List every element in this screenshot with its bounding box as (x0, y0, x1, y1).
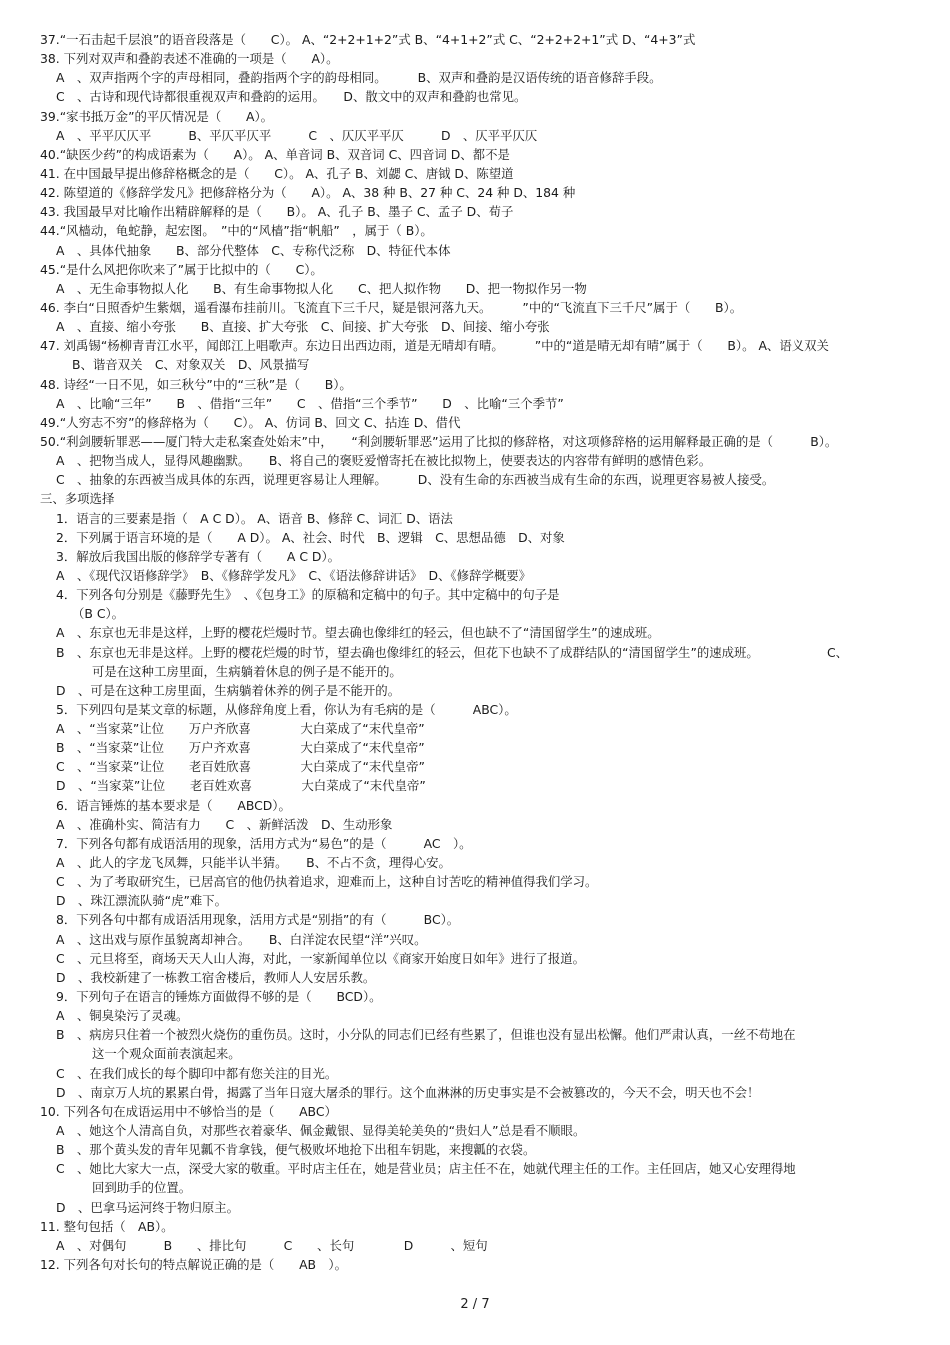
text-line: A 、“当家菜”让位 万户齐欣喜 大白菜成了“末代皇帝” (56, 721, 425, 737)
text-line: （B C）。 (72, 606, 125, 622)
text-line: 45.“是什么风把你吹来了”属于比拟中的（ C）。 (40, 261, 323, 277)
document-body (0, 30, 950, 1274)
text-line: C 、古诗和现代诗都很重视双声和叠韵的运用。 D、散文中的双声和叠韵也常见。 (56, 89, 527, 105)
text-line: 41. 在中国最早提出修辞格概念的是（ C）。 A、孔子 B、刘勰 C、唐钺 D、陈望道 (40, 165, 514, 181)
text-line: 47. 刘禹锡“杨柳青青江水平，闻郎江上唱歌声。东边日出西边雨，道是无晴却有晴。 ”中的“道是晴无却有晴”属于（ B）。 A、语义双关 (40, 338, 829, 354)
text-line: 48. 诗经“一日不见，如三秋兮”中的“三秋”是（ B）。 (40, 376, 352, 392)
text-line: B 、“当家菜”让位 万户齐欢喜 大白菜成了“末代皇帝” (56, 740, 425, 756)
text-line: A 、对偶句 B 、排比句 C 、长句 D 、短句 (56, 1237, 488, 1253)
text-line: 43. 我国最早对比喻作出精辟解释的是（ B）。 A、孔子 B、墨子 C、孟子 D、荀子 (40, 204, 514, 220)
text-line: 12. 下列各句对长句的特点解说正确的是（ AB ）。 (40, 1257, 348, 1272)
text-line: A 、比喻“三年” B 、借指“三年” C 、借指“三个季节” D 、比喻“三个季节” (56, 395, 564, 411)
text-line: 38. 下列对双声和叠韵表述不准确的一项是（ A）。 (40, 51, 339, 67)
text-line: C 、元旦将至，商场天天人山人海，对此，一家新闻单位以《商家开始度日如年》进行了报道。 (56, 950, 586, 966)
text-line: B 、病房只住着一个被烈火烧伤的重伤员。这时，小分队的同志们已经有些累了，但谁也没有显出松懈。他们严肃认真，一丝不苟地在 (56, 1027, 796, 1043)
text-line: A 、把物当成人，显得风趣幽默。 B、将自己的褒贬爱憎寄托在被比拟物上，使要表达的内容带有鲜明的感情色彩。 (56, 453, 712, 469)
text-line: A 、《现代汉语修辞学》 B、《修辞学发凡》 C、《语法修辞讲话》 D、《修辞学概要》 (56, 567, 532, 583)
text-line: D 、“当家菜”让位 老百姓欢喜 大白菜成了“末代皇帝” (56, 778, 426, 794)
text-line: 50.“利剑腰斩罪恶——厦门特大走私案查处始末”中， “利剑腰斩罪恶”运用了比拟的修辞格，对这项修辞格的运用解释最正确的是（ B）。 (40, 433, 838, 449)
text-line: A 、铜臭染污了灵魂。 (56, 1008, 189, 1024)
text-line: D 、巴拿马运河终于物归原主。 (56, 1199, 240, 1215)
text-line: C 、抽象的东西被当成具体的东西，说理更容易让人理解。 D、没有生命的东西被当成有生命的东西，说理更容易被人接受。 (56, 472, 775, 488)
text-line: 7．下列各句都有成语活用的现象，活用方式为“易色”的是（ AC ）。 (56, 835, 472, 851)
text-line: A 、无生命事物拟人化 B、有生命事物拟人化 C、把人拟作物 D、把一物拟作另一物 (56, 280, 587, 296)
text-line: 42. 陈望道的《修辞学发凡》把修辞格分为（ A）。 A、38 种 B、27 种 C、24 种 D、184 种 (40, 185, 576, 201)
text-line: B、谐音双关 C、对象双关 D、风景描写 (72, 357, 310, 373)
text-line: C 、她比大家大一点，深受大家的敬重。平时店主任在，她是营业员；店主任不在，她就代理主任的工作。主任回店，她又心安理得地 (56, 1161, 796, 1177)
text-line: 2．下列属于语言环境的是（ A D）。 A、社会、时代 B、逻辑 C、思想品德 D、对象 (56, 529, 565, 545)
text-line: A 、直接、缩小夸张 B、直接、扩大夸张 C、间接、扩大夸张 D、间接、缩小夸张 (56, 319, 550, 335)
text-line: 3．解放后我国出版的修辞学专著有（ A C D）。 (56, 548, 341, 564)
text-line: A 、东京也无非是这样，上野的樱花烂熳时节。望去确也像绯红的轻云，但也缺不了“清国留学生”的速成班。 (56, 625, 660, 641)
text-line: 10. 下列各句在成语运用中不够恰当的是（ ABC） (40, 1103, 337, 1119)
text-line: A 、准确朴实、简洁有力 C 、新鲜活泼 D、生动形象 (56, 816, 393, 832)
text-line: C 、为了考取研究生，已居高官的他仍执着追求，迎难而上，这种自讨苦吃的精神值得我们学习。 (56, 874, 598, 890)
text-line: D 、我校新建了一栋教工宿舍楼后，教师人人安居乐教。 (56, 969, 376, 985)
text-line: 44.“风樯动，龟蛇静，起宏图。 ”中的“风樯”指“帆船” ，属于（ B）。 (40, 223, 433, 239)
text-line: 这一个观众面前表演起来。 (92, 1046, 241, 1062)
text-line: A 、双声指两个字的声母相同，叠韵指两个字的韵母相同。 B、双声和叠韵是汉语传统的语音修辞手段。 (56, 70, 662, 86)
text-line: B 、东京也无非是这样。上野的樱花烂熳的时节，望去确也像绯红的轻云，但花下也缺不了成群结队的“清国留学生”的速成班。 C、 (56, 644, 849, 660)
text-line: 6．语言锤炼的基本要求是（ ABCD）。 (56, 797, 291, 813)
text-line: A 、这出戏与原作虽貌离却神合。 B、白洋淀农民望“洋”兴叹。 (56, 931, 427, 947)
text-line: 三、多项选择 (40, 491, 115, 507)
text-line: D 、珠江漂流队骑“虎”难下。 (56, 893, 228, 909)
text-line: A 、具体代抽象 B、部分代整体 C、专称代泛称 D、特征代本体 (56, 242, 451, 258)
text-line: 4．下列各句分别是《藤野先生》 、《包身工》的原稿和定稿中的句子。其中定稿中的句子是 (56, 587, 560, 603)
text-line: 8．下列各句中都有成语活用现象，活用方式是“别指”的有（ BC）。 (56, 912, 460, 928)
text-line: 40.“缺医少药”的构成语素为（ A）。 A、单音词 B、双音词 C、四音词 D、都不是 (40, 146, 510, 162)
text-line: A 、她这个人清高自负，对那些衣着豪华、佩金戴银、显得美轮美奂的“贵妇人”总是看不顺眼。 (56, 1123, 586, 1139)
text-line: B 、那个黄头发的青年见瓤不肯拿钱，便气极败坏地抢下出租车钥匙，来搜瓤的衣袋。 (56, 1142, 536, 1158)
text-line: 5．下列四句是某文章的标题，从修辞角度上看，你认为有毛病的是（ ABC）。 (56, 701, 517, 717)
page-number: 2 / 7 (460, 1297, 490, 1312)
text-line: C 、在我们成长的每个脚印中都有您关注的目光。 (56, 1065, 338, 1081)
text-line: D 、可是在这种工房里面，生病躺着休养的例子是不能开的。 (56, 682, 401, 698)
text-line: 49.“人穷志不穷”的修辞格为（ C）。 A、仿词 B、回文 C、拈连 D、借代 (40, 414, 461, 430)
text-line: 39.“家书抵万金”的平仄情况是（ A）。 (40, 108, 274, 124)
text-line: D 、南京万人坑的累累白骨，揭露了当年日寇大屠杀的罪行。这个血淋淋的历史事实是不会被篡改的，今天不会，明天也不会！ (56, 1084, 760, 1100)
text-line: 11. 整句包括（ AB）。 (40, 1218, 174, 1234)
text-line: A 、平平仄仄平 B、平仄平仄平 C 、仄仄平平仄 D 、仄平平仄仄 (56, 127, 538, 143)
text-line: 46. 李白“日照香炉生紫烟，遥看瀑布挂前川。飞流直下三千尺，疑是银河落九天。 ”中的“飞流直下三千尺”属于（ B）。 (40, 299, 743, 315)
text-line: 回到助手的位置。 (92, 1180, 192, 1196)
text-line: 可是在这种工房里面，生病躺着休息的例子是不能开的。 (92, 663, 402, 679)
text-line: C 、“当家菜”让位 老百姓欣喜 大白菜成了“末代皇帝” (56, 759, 425, 775)
text-line: A 、此人的字龙飞凤舞，只能半认半猜。 B、不占不贪，理得心安。 (56, 855, 451, 871)
text-line: 37.“一石击起千层浪”的语音段落是（ C）。 A、“2+2+1+2”式 B、“4+1+2”式 C、“2+2+2+1”式 D、“4+3”式 (40, 32, 696, 47)
text-line: 1．语言的三要素是指（ A C D）。 A、语音 B、修辞 C、词汇 D、语法 (56, 510, 453, 526)
text-line: 9．下列句子在语言的锤炼方面做得不够的是（ BCD）。 (56, 989, 382, 1005)
